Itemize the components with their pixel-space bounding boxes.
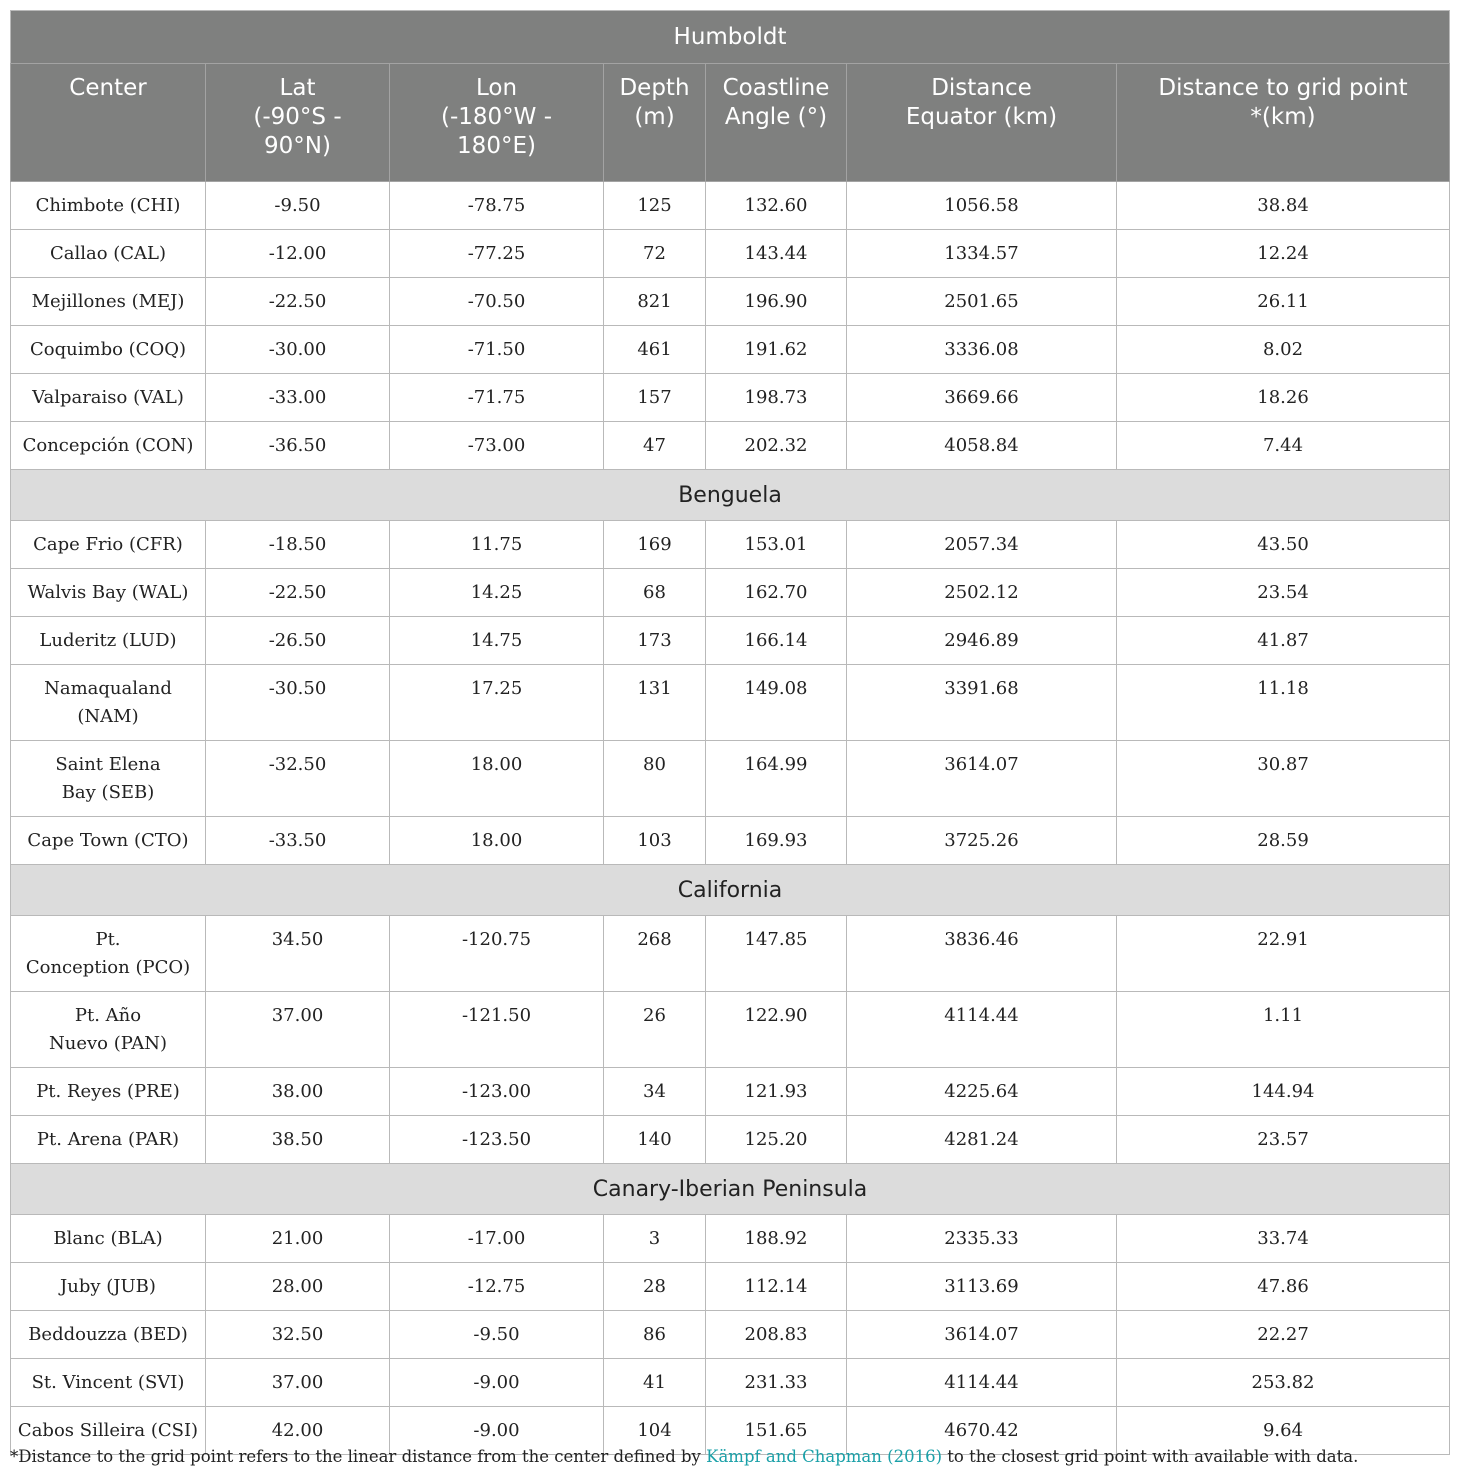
table-container bbox=[10, 10, 1449, 1455]
cell-angle: 122.90 bbox=[706, 992, 847, 1068]
cell-grid: 1.11 bbox=[1117, 992, 1450, 1068]
cell-center: Coquimbo (COQ) bbox=[11, 326, 206, 374]
cell-lat: -33.50 bbox=[206, 817, 390, 865]
cell-center: Walvis Bay (WAL) bbox=[11, 569, 206, 617]
cell-lon: -70.50 bbox=[390, 278, 604, 326]
cell-grid: 41.87 bbox=[1117, 617, 1450, 665]
table-row bbox=[11, 916, 1450, 992]
cell-center: Concepción (CON) bbox=[11, 422, 206, 470]
cell-equator: 1056.58 bbox=[847, 182, 1117, 230]
cell-angle: 208.83 bbox=[706, 1311, 847, 1359]
footnote-text-end: to the closest grid point with available with data. bbox=[942, 1447, 1359, 1466]
cell-lon: 14.75 bbox=[390, 617, 604, 665]
cell-depth: 86 bbox=[604, 1311, 706, 1359]
cell-depth: 72 bbox=[604, 230, 706, 278]
table-row bbox=[11, 521, 1450, 569]
cell-grid: 47.86 bbox=[1117, 1263, 1450, 1311]
cell-grid: 7.44 bbox=[1117, 422, 1450, 470]
cell-lon: -9.50 bbox=[390, 1311, 604, 1359]
cell-center: Pt. Arena (PAR) bbox=[11, 1116, 206, 1164]
table-row bbox=[11, 1311, 1450, 1359]
cell-lon: -9.00 bbox=[390, 1407, 604, 1455]
section-header-california: California bbox=[11, 865, 1450, 916]
column-header-row bbox=[11, 64, 1450, 182]
cell-angle: 149.08 bbox=[706, 665, 847, 741]
cell-grid: 28.59 bbox=[1117, 817, 1450, 865]
cell-grid: 23.54 bbox=[1117, 569, 1450, 617]
cell-equator: 3614.07 bbox=[847, 1311, 1117, 1359]
cell-lat: -36.50 bbox=[206, 422, 390, 470]
table-row bbox=[11, 1068, 1450, 1116]
cell-lon: -121.50 bbox=[390, 992, 604, 1068]
cell-lon: 11.75 bbox=[390, 521, 604, 569]
cell-grid: 30.87 bbox=[1117, 741, 1450, 817]
cell-depth: 68 bbox=[604, 569, 706, 617]
cell-depth: 104 bbox=[604, 1407, 706, 1455]
cell-lon: 14.25 bbox=[390, 569, 604, 617]
cell-center: Saint Elena Bay (SEB) bbox=[11, 741, 206, 817]
table-row bbox=[11, 230, 1450, 278]
cell-angle: 166.14 bbox=[706, 617, 847, 665]
cell-center: Chimbote (CHI) bbox=[11, 182, 206, 230]
cell-lon: -78.75 bbox=[390, 182, 604, 230]
cell-lat: -18.50 bbox=[206, 521, 390, 569]
cell-lat: 42.00 bbox=[206, 1407, 390, 1455]
table-row bbox=[11, 1359, 1450, 1407]
section-row bbox=[11, 865, 1450, 916]
cell-lon: -77.25 bbox=[390, 230, 604, 278]
cell-lat: -33.00 bbox=[206, 374, 390, 422]
cell-depth: 821 bbox=[604, 278, 706, 326]
cell-angle: 112.14 bbox=[706, 1263, 847, 1311]
cell-angle: 164.99 bbox=[706, 741, 847, 817]
cell-center: Namaqualand (NAM) bbox=[11, 665, 206, 741]
table-row bbox=[11, 992, 1450, 1068]
cell-center: Cape Frio (CFR) bbox=[11, 521, 206, 569]
footnote-text: *Distance to the grid point refers to the linear distance from the center defined by bbox=[10, 1447, 707, 1466]
cell-lon: 18.00 bbox=[390, 741, 604, 817]
cell-equator: 4670.42 bbox=[847, 1407, 1117, 1455]
cell-lat: 34.50 bbox=[206, 916, 390, 992]
cell-center: St. Vincent (SVI) bbox=[11, 1359, 206, 1407]
cell-lat: -22.50 bbox=[206, 278, 390, 326]
cell-grid: 9.64 bbox=[1117, 1407, 1450, 1455]
cell-depth: 461 bbox=[604, 326, 706, 374]
cell-lat: -9.50 bbox=[206, 182, 390, 230]
cell-angle: 132.60 bbox=[706, 182, 847, 230]
cell-center: Pt. Reyes (PRE) bbox=[11, 1068, 206, 1116]
cell-grid: 253.82 bbox=[1117, 1359, 1450, 1407]
cell-center: Juby (JUB) bbox=[11, 1263, 206, 1311]
cell-equator: 4114.44 bbox=[847, 1359, 1117, 1407]
table-row bbox=[11, 1215, 1450, 1263]
cell-depth: 125 bbox=[604, 182, 706, 230]
cell-depth: 28 bbox=[604, 1263, 706, 1311]
cell-angle: 188.92 bbox=[706, 1215, 847, 1263]
table-row bbox=[11, 374, 1450, 422]
upwelling-centers-table bbox=[10, 10, 1450, 1455]
cell-equator: 4225.64 bbox=[847, 1068, 1117, 1116]
cell-angle: 198.73 bbox=[706, 374, 847, 422]
cell-equator: 3836.46 bbox=[847, 916, 1117, 992]
cell-center: Blanc (BLA) bbox=[11, 1215, 206, 1263]
cell-center: Cape Town (CTO) bbox=[11, 817, 206, 865]
cell-depth: 103 bbox=[604, 817, 706, 865]
cell-grid: 22.27 bbox=[1117, 1311, 1450, 1359]
cell-center: Luderitz (LUD) bbox=[11, 617, 206, 665]
cell-center: Valparaiso (VAL) bbox=[11, 374, 206, 422]
cell-grid: 38.84 bbox=[1117, 182, 1450, 230]
column-header-center: Center bbox=[11, 64, 206, 182]
cell-center: Pt. Año Nuevo (PAN) bbox=[11, 992, 206, 1068]
cell-angle: 196.90 bbox=[706, 278, 847, 326]
section-header-canary-iberian-peninsula: Canary-Iberian Peninsula bbox=[11, 1164, 1450, 1215]
cell-equator: 3113.69 bbox=[847, 1263, 1117, 1311]
cell-depth: 140 bbox=[604, 1116, 706, 1164]
cell-center: Cabos Silleira (CSI) bbox=[11, 1407, 206, 1455]
cell-angle: 121.93 bbox=[706, 1068, 847, 1116]
cell-lat: 38.00 bbox=[206, 1068, 390, 1116]
cell-depth: 47 bbox=[604, 422, 706, 470]
cell-grid: 18.26 bbox=[1117, 374, 1450, 422]
cell-angle: 151.65 bbox=[706, 1407, 847, 1455]
table-row bbox=[11, 741, 1450, 817]
cell-angle: 153.01 bbox=[706, 521, 847, 569]
cell-grid: 8.02 bbox=[1117, 326, 1450, 374]
cell-grid: 26.11 bbox=[1117, 278, 1450, 326]
cell-depth: 26 bbox=[604, 992, 706, 1068]
section-header-benguela: Benguela bbox=[11, 470, 1450, 521]
cell-depth: 173 bbox=[604, 617, 706, 665]
section-row bbox=[11, 470, 1450, 521]
table-row bbox=[11, 326, 1450, 374]
table-footnote bbox=[10, 1447, 1450, 1466]
table-row bbox=[11, 422, 1450, 470]
cell-lon: -120.75 bbox=[390, 916, 604, 992]
cell-equator: 4058.84 bbox=[847, 422, 1117, 470]
cell-equator: 3391.68 bbox=[847, 665, 1117, 741]
column-header-distance-equator: Distance Equator (km) bbox=[847, 64, 1117, 182]
column-header-coastline-angle: Coastline Angle (°) bbox=[706, 64, 847, 182]
cell-grid: 23.57 bbox=[1117, 1116, 1450, 1164]
cell-lon: -71.75 bbox=[390, 374, 604, 422]
table-row bbox=[11, 182, 1450, 230]
column-header-lon: Lon (-180°W - 180°E) bbox=[390, 64, 604, 182]
column-header-depth: Depth (m) bbox=[604, 64, 706, 182]
cell-lon: -12.75 bbox=[390, 1263, 604, 1311]
cell-lon: -9.00 bbox=[390, 1359, 604, 1407]
cell-angle: 125.20 bbox=[706, 1116, 847, 1164]
table-row bbox=[11, 817, 1450, 865]
cell-depth: 157 bbox=[604, 374, 706, 422]
cell-equator: 3725.26 bbox=[847, 817, 1117, 865]
cell-equator: 2501.65 bbox=[847, 278, 1117, 326]
cell-lat: 38.50 bbox=[206, 1116, 390, 1164]
cell-depth: 169 bbox=[604, 521, 706, 569]
cell-angle: 202.32 bbox=[706, 422, 847, 470]
cell-equator: 2502.12 bbox=[847, 569, 1117, 617]
cell-angle: 231.33 bbox=[706, 1359, 847, 1407]
cell-lat: -30.00 bbox=[206, 326, 390, 374]
cell-equator: 3614.07 bbox=[847, 741, 1117, 817]
cell-equator: 1334.57 bbox=[847, 230, 1117, 278]
table-row bbox=[11, 665, 1450, 741]
cell-depth: 268 bbox=[604, 916, 706, 992]
cell-lat: -30.50 bbox=[206, 665, 390, 741]
cell-grid: 12.24 bbox=[1117, 230, 1450, 278]
cell-grid: 144.94 bbox=[1117, 1068, 1450, 1116]
cell-lon: -71.50 bbox=[390, 326, 604, 374]
cell-lat: 28.00 bbox=[206, 1263, 390, 1311]
cell-lon: 18.00 bbox=[390, 817, 604, 865]
cell-lat: 37.00 bbox=[206, 1359, 390, 1407]
table-row bbox=[11, 617, 1450, 665]
cell-depth: 131 bbox=[604, 665, 706, 741]
cell-lat: -12.00 bbox=[206, 230, 390, 278]
cell-center: Pt. Conception (PCO) bbox=[11, 916, 206, 992]
cell-angle: 169.93 bbox=[706, 817, 847, 865]
citation-link[interactable]: Kämpf and Chapman (2016) bbox=[706, 1447, 943, 1466]
cell-angle: 191.62 bbox=[706, 326, 847, 374]
cell-lon: -73.00 bbox=[390, 422, 604, 470]
cell-lon: -123.50 bbox=[390, 1116, 604, 1164]
cell-lat: 37.00 bbox=[206, 992, 390, 1068]
table-row bbox=[11, 278, 1450, 326]
section-header-humboldt: Humboldt bbox=[11, 11, 1450, 64]
cell-angle: 147.85 bbox=[706, 916, 847, 992]
cell-lon: 17.25 bbox=[390, 665, 604, 741]
cell-angle: 162.70 bbox=[706, 569, 847, 617]
cell-center: Beddouzza (BED) bbox=[11, 1311, 206, 1359]
column-header-lat: Lat (-90°S - 90°N) bbox=[206, 64, 390, 182]
cell-equator: 2335.33 bbox=[847, 1215, 1117, 1263]
cell-grid: 11.18 bbox=[1117, 665, 1450, 741]
cell-equator: 2057.34 bbox=[847, 521, 1117, 569]
cell-lat: -32.50 bbox=[206, 741, 390, 817]
cell-lat: -22.50 bbox=[206, 569, 390, 617]
cell-equator: 4114.44 bbox=[847, 992, 1117, 1068]
cell-lat: -26.50 bbox=[206, 617, 390, 665]
cell-lon: -123.00 bbox=[390, 1068, 604, 1116]
cell-grid: 33.74 bbox=[1117, 1215, 1450, 1263]
column-header-distance-grid: Distance to grid point *(km) bbox=[1117, 64, 1450, 182]
cell-depth: 3 bbox=[604, 1215, 706, 1263]
cell-center: Callao (CAL) bbox=[11, 230, 206, 278]
section-row bbox=[11, 1164, 1450, 1215]
cell-lat: 32.50 bbox=[206, 1311, 390, 1359]
table-row bbox=[11, 1116, 1450, 1164]
cell-lat: 21.00 bbox=[206, 1215, 390, 1263]
cell-depth: 41 bbox=[604, 1359, 706, 1407]
cell-angle: 143.44 bbox=[706, 230, 847, 278]
cell-equator: 3669.66 bbox=[847, 374, 1117, 422]
cell-depth: 34 bbox=[604, 1068, 706, 1116]
cell-equator: 4281.24 bbox=[847, 1116, 1117, 1164]
cell-depth: 80 bbox=[604, 741, 706, 817]
cell-grid: 22.91 bbox=[1117, 916, 1450, 992]
table-row bbox=[11, 569, 1450, 617]
cell-equator: 3336.08 bbox=[847, 326, 1117, 374]
cell-grid: 43.50 bbox=[1117, 521, 1450, 569]
cell-equator: 2946.89 bbox=[847, 617, 1117, 665]
cell-lon: -17.00 bbox=[390, 1215, 604, 1263]
table-row bbox=[11, 1263, 1450, 1311]
cell-center: Mejillones (MEJ) bbox=[11, 278, 206, 326]
